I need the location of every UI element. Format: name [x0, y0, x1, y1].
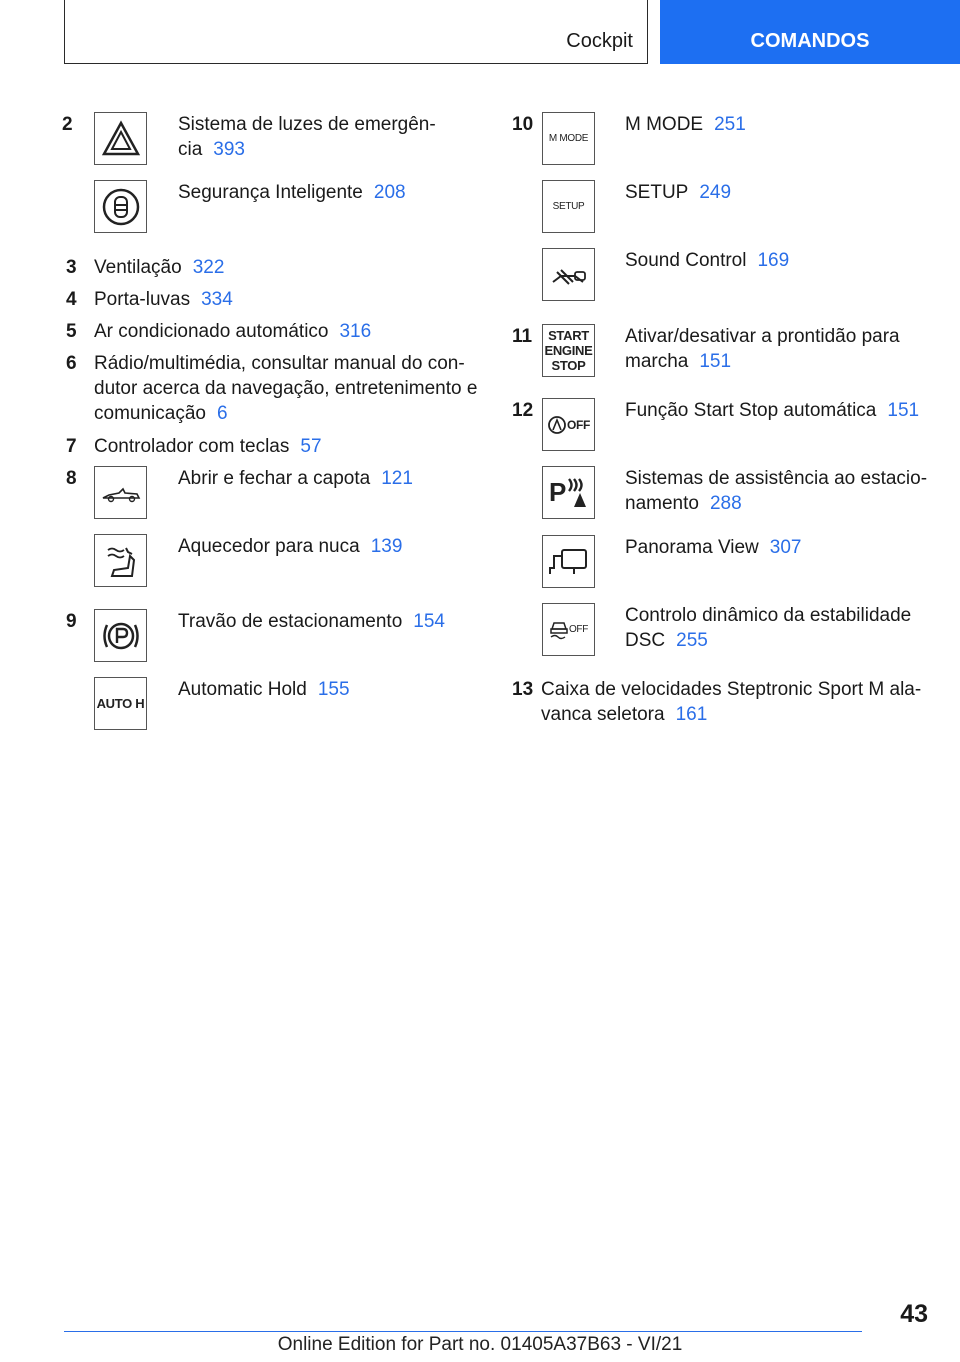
item-text: Controlo dinâmico da estabilidade: [625, 605, 912, 626]
auto-start-stop-off-icon: OFF: [542, 398, 595, 451]
parking-brake-icon: [94, 609, 147, 662]
hazard-warning-icon: [94, 112, 147, 165]
list-item: [625, 180, 731, 205]
list-item: [94, 287, 233, 312]
list-item: [541, 677, 921, 727]
list-item: [94, 255, 224, 280]
page-link[interactable]: 208: [373, 182, 406, 203]
item-number: 11: [512, 326, 533, 347]
item-text: Porta-luvas: [94, 289, 191, 310]
item-number: 10: [512, 114, 534, 135]
page-link[interactable]: 161: [675, 704, 708, 725]
page-link[interactable]: 169: [757, 250, 790, 271]
item-text: Função Start Stop automática: [625, 400, 877, 421]
item-text: dutor acerca da navegação, entretenimento e: [94, 378, 478, 399]
list-item: [625, 398, 919, 423]
page-link[interactable]: 249: [699, 182, 732, 203]
sound-control-icon: [542, 248, 595, 301]
item-text: Controlador com teclas: [94, 436, 290, 457]
item-text: Ventilação: [94, 257, 182, 278]
item-text: Panorama View: [625, 537, 759, 558]
setup-icon: SETUP: [542, 180, 595, 233]
page-link[interactable]: 139: [370, 536, 403, 557]
item-number: 9: [66, 611, 77, 632]
list-item: [625, 324, 900, 374]
chapter-tab[interactable]: COMANDOS: [660, 0, 960, 64]
item-text: DSC: [625, 630, 666, 651]
item-text: Ativar/desativar a prontidão para: [625, 326, 900, 347]
list-item: [178, 466, 413, 491]
list-item: [178, 609, 445, 634]
list-item: [178, 180, 406, 205]
park-assist-icon: P: [542, 466, 595, 519]
item-number: 13: [512, 679, 534, 700]
item-text: Travão de estacionamento: [178, 611, 403, 632]
footer-edition: Online Edition for Part no. 01405A37B63 - VI/21: [277, 1334, 683, 1355]
item-text: M MODE: [625, 114, 704, 135]
intelligent-safety-icon: [94, 180, 147, 233]
page-link[interactable]: 288: [709, 493, 742, 514]
footer-divider: [64, 1331, 862, 1332]
item-text: cia: [178, 139, 203, 160]
item-text: Sistemas de assistência ao estacio-: [625, 468, 928, 489]
item-text: comunicação: [94, 403, 206, 424]
dsc-off-icon: OFF: [542, 603, 595, 656]
page-number: 43: [900, 1300, 928, 1328]
item-number: 4: [66, 289, 77, 310]
page-link[interactable]: 6: [216, 403, 228, 424]
item-text: Aquecedor para nuca: [178, 536, 360, 557]
list-item: [94, 434, 322, 459]
list-item: [178, 112, 436, 162]
item-number: 5: [66, 321, 77, 342]
page-link[interactable]: 154: [413, 611, 445, 632]
item-text: namento: [625, 493, 699, 514]
page-link[interactable]: 307: [769, 537, 802, 558]
page-link[interactable]: 393: [213, 139, 245, 160]
item-number: 3: [66, 257, 77, 278]
convertible-top-icon: [94, 466, 147, 519]
page-link[interactable]: 316: [339, 321, 372, 342]
item-text: Sistema de luzes de emergên-: [178, 114, 436, 135]
page-link[interactable]: 121: [381, 468, 413, 489]
item-number: 7: [66, 436, 77, 457]
item-text: Caixa de velocidades Steptronic Sport M ala-: [541, 679, 922, 700]
list-item: [625, 248, 789, 273]
page-link[interactable]: 251: [714, 114, 746, 135]
item-text: SETUP: [625, 182, 689, 203]
item-text: Rádio/multimédia, consultar manual do con-: [94, 353, 465, 374]
page-link[interactable]: 334: [201, 289, 233, 310]
auto-hold-icon: AUTO H: [94, 677, 147, 730]
item-number: 8: [66, 468, 77, 489]
item-text: vanca seletora: [541, 704, 665, 725]
page-link[interactable]: 151: [699, 351, 732, 372]
list-item: [625, 112, 746, 137]
item-number: 2: [62, 114, 73, 135]
item-text: Automatic Hold: [178, 679, 307, 700]
m-mode-icon: M MODE: [542, 112, 595, 165]
page-link[interactable]: 151: [887, 400, 920, 421]
item-text: marcha: [625, 351, 689, 372]
item-text: Segurança Inteligente: [178, 182, 363, 203]
panorama-view-camera-icon: [542, 535, 595, 588]
page-link[interactable]: 57: [300, 436, 322, 457]
item-number: 12: [512, 400, 534, 421]
list-item: [178, 677, 350, 702]
list-item: [625, 603, 911, 653]
page-link[interactable]: 322: [192, 257, 225, 278]
list-item: [94, 319, 371, 344]
section-title: Cockpit: [566, 30, 633, 52]
item-text: Sound Control: [625, 250, 747, 271]
start-stop-engine-icon: START ENGINE STOP: [542, 324, 595, 377]
list-item: [625, 535, 801, 560]
page-link[interactable]: 155: [317, 679, 350, 700]
list-item: [625, 466, 927, 516]
item-text: Ar condicionado automático: [94, 321, 329, 342]
list-item: [94, 351, 477, 426]
item-text: Abrir e fechar a capota: [178, 468, 371, 489]
neck-warmer-icon: [94, 534, 147, 587]
list-item: [178, 534, 402, 559]
item-number: 6: [66, 353, 77, 374]
header-section-box: [64, 0, 648, 64]
page-link[interactable]: 255: [676, 630, 708, 651]
